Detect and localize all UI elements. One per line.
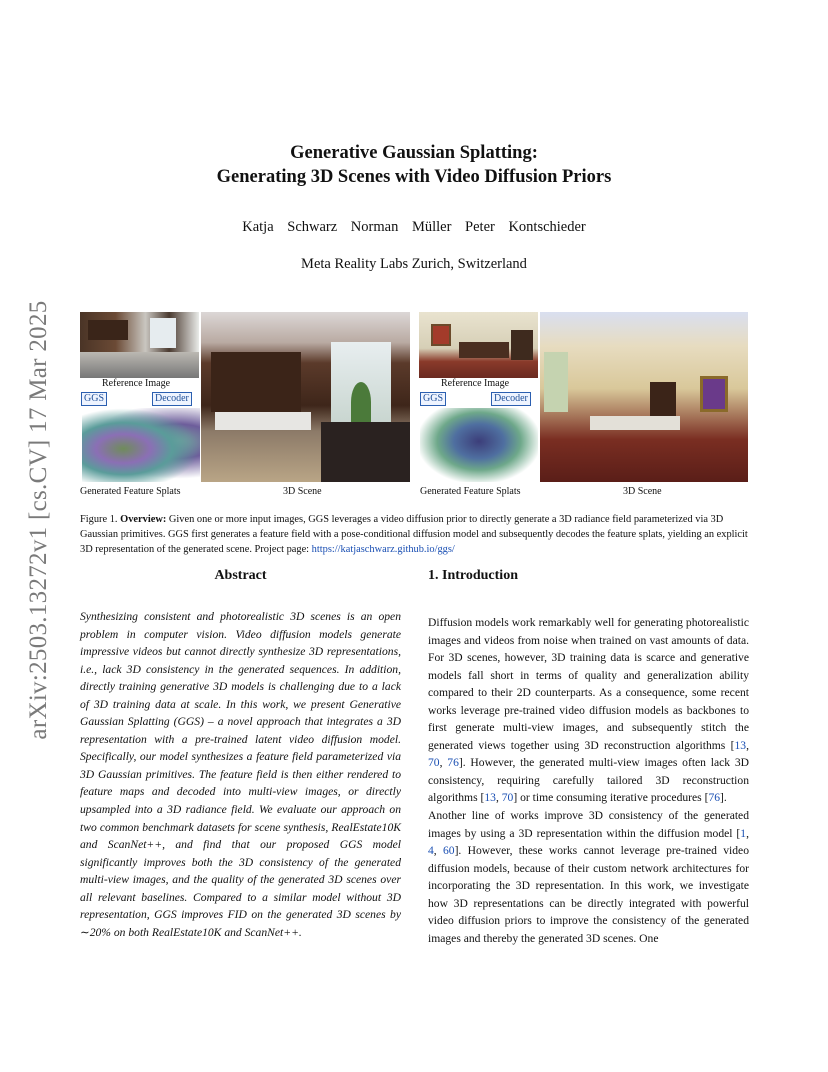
caption-text: Given one or more input images, GGS leverages a video diffusion prior to directly generate a 3D radiance field parameterized via 3D Gaussian primitives. GGS first generates a feature field with a pose-conditional diffusion model and subsequently decodes the feature splats, yielding an explicit 3D representation of the generated scene. Project page: — [80, 514, 748, 555]
project-page-link[interactable]: https://katjaschwarz.github.io/ggs/ — [311, 544, 455, 555]
figure-caption — [80, 512, 748, 557]
abstract-heading: Abstract — [214, 568, 267, 583]
citation-70-b[interactable]: 70 — [501, 791, 514, 805]
arxiv-stamp-text: arXiv:2503.13272v1 [cs.CV] 17 Mar 2025 — [25, 300, 52, 740]
intro-paragraph-1 — [428, 614, 749, 807]
arxiv-stamp — [24, 280, 54, 760]
citation-4[interactable]: 4 — [428, 844, 434, 858]
kitchen-feature-splats — [82, 408, 200, 482]
introduction-body — [428, 614, 749, 947]
citation-13[interactable]: 13 — [734, 738, 747, 752]
cite-sep-3: , — [495, 791, 502, 805]
dining-3d-scene — [540, 312, 748, 482]
abstract-text: Synthesizing consistent and photorealistic 3D scenes is an open problem in computer vision. Video diffusion models generate impressive videos but cannot directly synthesize 3D representations, i.e., lack 3D consistency in the generated sequences. In addition, directly training generative 3D models is challenging due to a lack of 3D training data at scale. In this work, we present Generative Gaussian Splatting (GGS) – a novel approach that integrates a 3D representation with a pre-trained latent video diffusion model. Specifically, our model synthesizes a feature field parameterized via 3D Gaussian primitives. The feature field is then either rendered to feature maps and decoded into multi-view images, or directly upsampled into a 3D radiance field. We evaluate our approach on two common benchmark datasets for scene synthesis, RealEstate10K and ScanNet++, and find that our proposed GGS model significantly improves both the 3D consistency of the generated multi-view images, and the quality of the generated 3D scenes over all relevant baselines. Compared to a similar model without 3D representation, GGS improves FID on the generated 3D scenes by ∼20% on both RealEstate10K and ScanNet++. — [80, 610, 401, 939]
intro-p1-text-d: ]. — [720, 791, 727, 805]
ggs-tag-2: GGS — [420, 392, 446, 406]
dining-reference-image — [419, 312, 538, 378]
introduction-heading: 1. Introduction — [428, 568, 518, 583]
decoder-tag-2: Decoder — [491, 392, 531, 406]
intro-p1-text-b: ]. However, the generated multi-view images often lack 3D consistency, requiring carefully tailored 3D reconstruction algorithms [ — [428, 756, 750, 805]
citation-76[interactable]: 76 — [447, 756, 459, 770]
intro-p2-text-a: Another line of works improve 3D consistency of the generated images by using a 3D representation within the diffusion model [ — [428, 809, 749, 840]
feature-splats-label-1: Generated Feature Splats — [80, 486, 181, 497]
decoder-tag-1: Decoder — [152, 392, 192, 406]
citation-76-b[interactable]: 76 — [708, 791, 721, 805]
caption-bold: Overview: — [120, 514, 167, 525]
figure-1 — [80, 312, 748, 502]
intro-paragraph-2 — [428, 807, 749, 947]
cite-sep-4: , — [746, 826, 749, 840]
ggs-tag-1: GGS — [81, 392, 107, 406]
intro-p1-text-a: Diffusion models work remarkably well for generating photorealistic images and videos from noise when trained on vast amounts of data. For 3D scenes, however, 3D training data is scarce and generative models fall short in terms of quality and generalization ability compared to their 2D counterparts. As a consequence, some recent works leverage pre-trained video diffusion models as backbones to first generate multi-view images, and subsequently stitch the generated views together using 3D reconstruction algorithms [ — [428, 616, 749, 752]
reference-image-label-2: Reference Image — [441, 378, 510, 389]
title-line-2: Generating 3D Scenes with Video Diffusion Priors — [216, 167, 612, 187]
kitchen-3d-scene — [201, 312, 410, 482]
citation-60[interactable]: 60 — [442, 844, 455, 858]
citation-1[interactable]: 1 — [740, 826, 747, 840]
cite-sep-5: , — [433, 844, 443, 858]
caption-prefix: Figure 1. — [80, 514, 118, 525]
dining-feature-splats — [420, 408, 538, 482]
cite-sep-1: , — [746, 738, 749, 752]
left-column — [80, 568, 401, 941]
citation-13-b[interactable]: 13 — [484, 791, 496, 805]
feature-splats-label-2: Generated Feature Splats — [420, 486, 521, 497]
scene-label-2: 3D Scene — [623, 486, 662, 497]
title-line-1: Generative Gaussian Splatting: — [290, 143, 538, 163]
citation-70[interactable]: 70 — [428, 756, 440, 770]
intro-p2-text-b: ]. However, these works cannot leverage pre-trained video diffusion models, because of their custom network architectures for incorporating the 3D representation. In this work, we investigate how 3D representations can be directly integrated with powerful video diffusion priors to improve the consistency of the generated images and thereby the generated 3D scenes. One — [428, 844, 749, 945]
reference-image-label-1: Reference Image — [102, 378, 171, 389]
cite-sep-2: , — [439, 756, 448, 770]
authors: Katja Schwarz Norman Müller Peter Kontschieder — [242, 219, 586, 235]
intro-p1-text-c: ] or time consuming iterative procedures [ — [513, 791, 709, 805]
kitchen-reference-image — [80, 312, 199, 378]
affiliation: Meta Reality Labs Zurich, Switzerland — [301, 256, 527, 272]
scene-label-1: 3D Scene — [283, 486, 322, 497]
paper-title — [0, 141, 828, 189]
right-column — [428, 568, 749, 947]
